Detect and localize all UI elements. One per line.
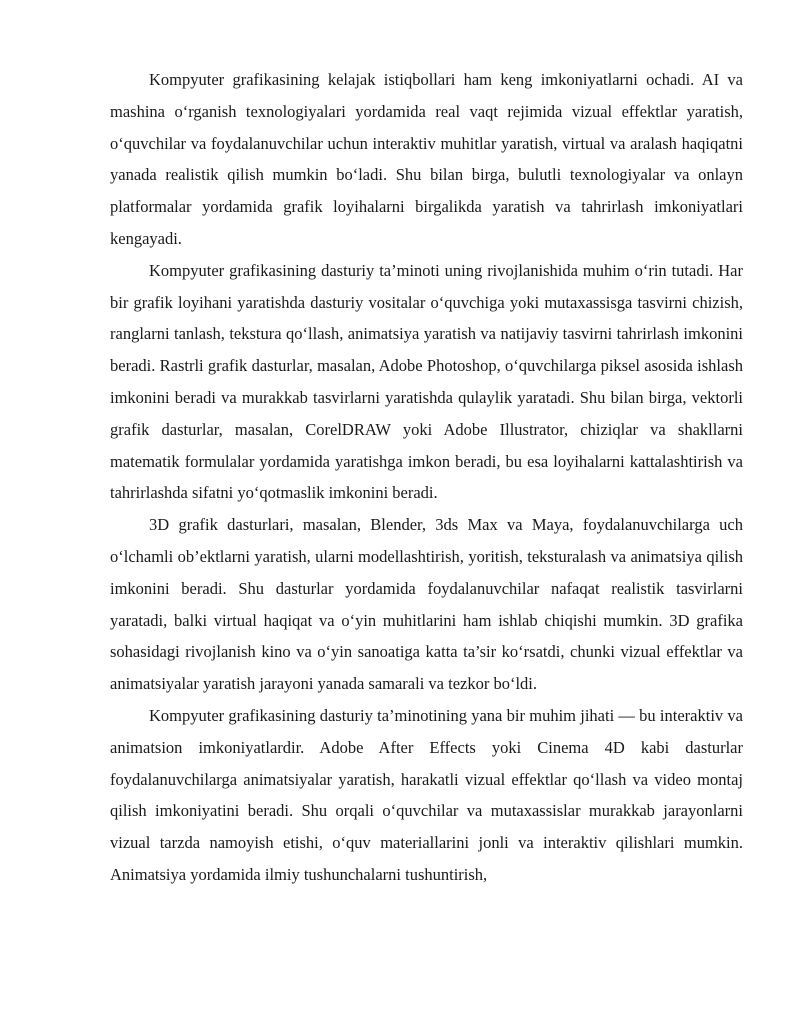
paragraph-software-role: Kompyuter grafikasining dasturiy ta’minoti uning rivojlanishida muhim o‘rin tutadi. Har bir grafik loyihani yaratishda dasturiy vositalar o‘quvchiga yoki mutaxassisga tasvirni chizish, ranglarni tanlash, tekstura qo‘llash, animatsiya yaratish va natijaviy tasvirni tahrirlash imkonini beradi. Rastrli grafik dasturlar, masalan, Adobe Photoshop, o‘quvchilarga piksel asosida ishlash imkonini beradi va murakkab tasvirlarni yaratishda qulaylik yaratadi. Shu bilan birga, vektorli grafik dasturlar, masalan, CorelDRAW yoki Adobe Illustrator, chiziqlar va shakllarni matematik formulalar yordamida yaratishga imkon beradi, bu esa loyihalarni kattalashtirish va tahrirlashda sifatni yo‘qotmaslik imkonini beradi. [110, 260, 743, 503]
paragraph-3d-software: 3D grafik dasturlari, masalan, Blender, 3ds Max va Maya, foydalanuvchilarga uch o‘lchamli ob’ektlarni yaratish, ularni modellashtirish, yoritish, teksturalash va animatsiya qilish imkonini beradi. Shu dasturlar yordamida foydalanuvchilar nafaqat realistik tasvirlarni yaratadi, balki virtual haqiqat va o‘yin muhitlarini ham ishlab chiqishi mumkin. 3D grafika sohasidagi rivojlanish kino va o‘yin sanoatiga katta ta’sir ko‘rsatdi, chunki vizual effektlar va animatsiyalar yaratish jarayoni yanada samarali va tezkor bo‘ldi. [110, 515, 743, 694]
paragraph-animation-software: Kompyuter grafikasining dasturiy ta’minotining yana bir muhim jihati — bu interaktiv va animatsion imkoniyatlardir. Adobe After Effects yoki Cinema 4D kabi dasturlar foydalanuvchilarga animatsiyalar yaratish, harakatli vizual effektlar qo‘llash va video montaj qilish imkoniyatini beradi. Shu orqali o‘quvchilar va mutaxassislar murakkab jarayonlarni vizual tarzda namoyish etishi, o‘quv materiallarini jonli va interaktiv qilishlari mumkin. Animatsiya yordamida ilmiy tushunchalarni tushuntirish, [110, 705, 743, 884]
document-page [110, 64, 743, 891]
paragraph-future-prospects: Kompyuter grafikasining kelajak istiqbollari ham keng imkoniyatlarni ochadi. AI va mashina o‘rganish texnologiyalari yordamida real vaqt rejimida vizual effektlar yaratish, o‘quvchilar va foydalanuvchilar uchun interaktiv muhitlar yaratish, virtual va aralash haqiqatni yanada realistik qilish mumkin bo‘ladi. Shu bilan birga, bulutli texnologiyalar va onlayn platformalar yordamida grafik loyihalarni birgalikda yaratish va tahrirlash imkoniyatlari kengayadi. [110, 70, 743, 248]
